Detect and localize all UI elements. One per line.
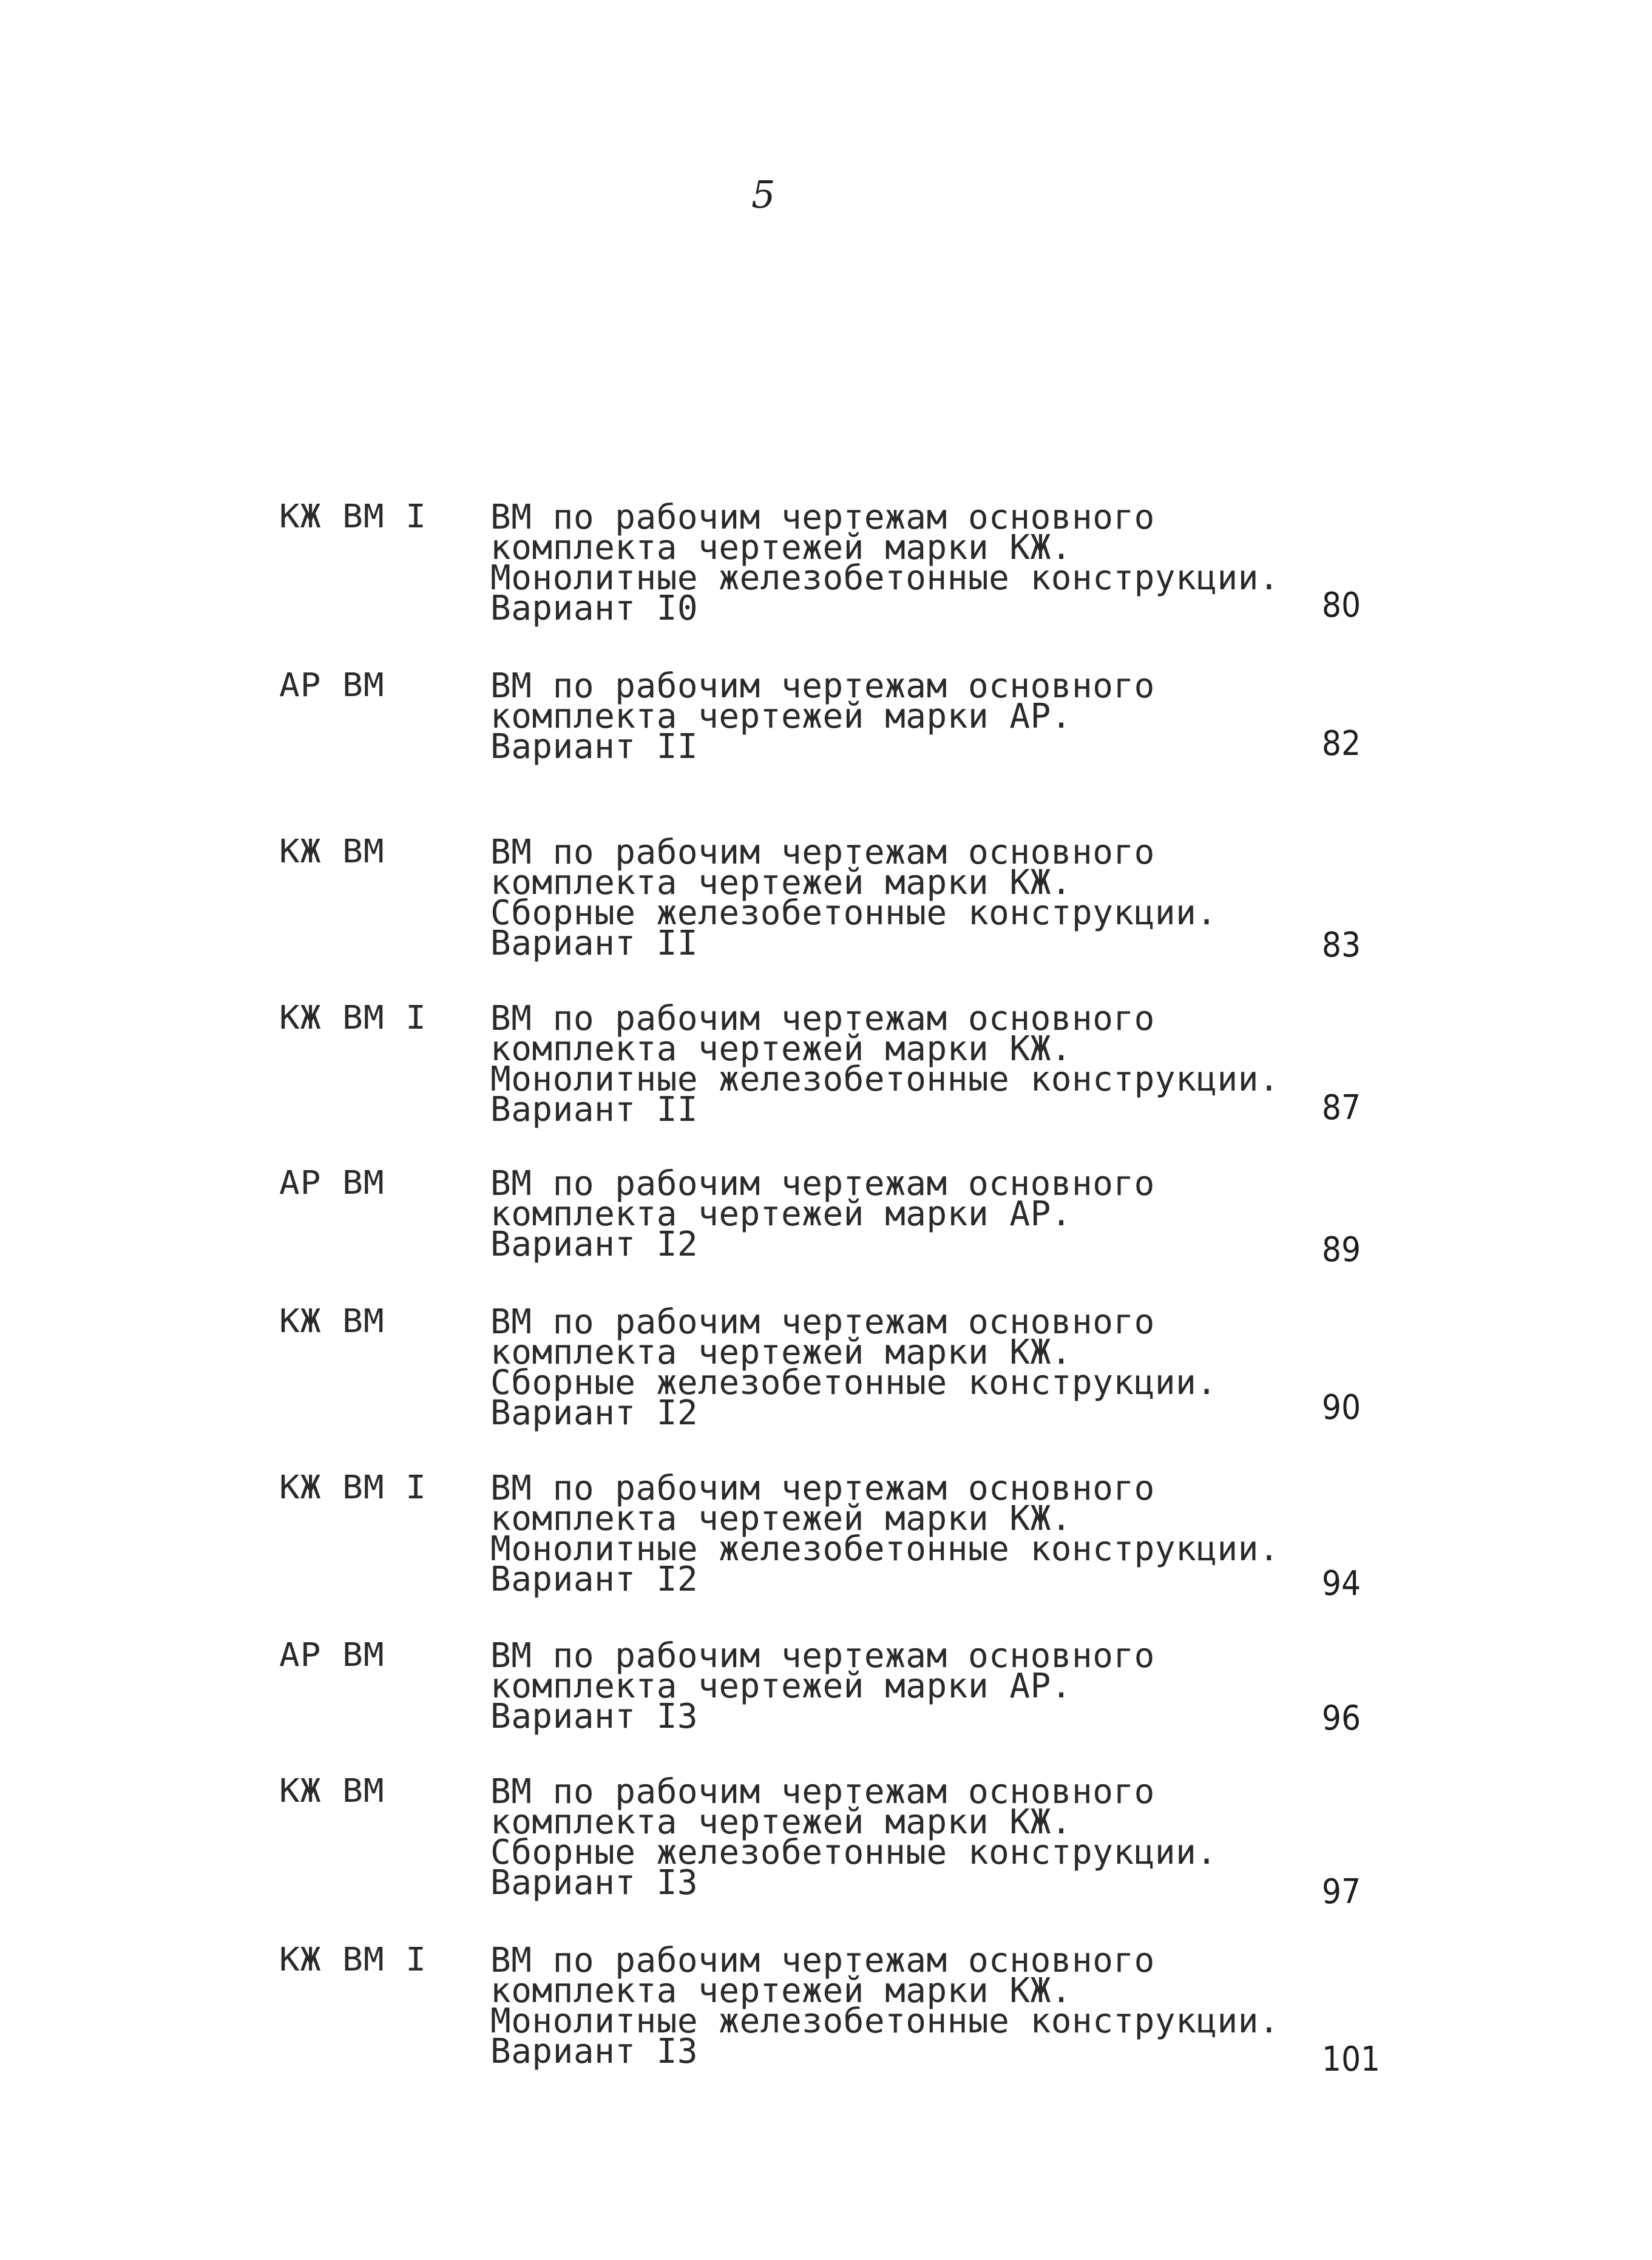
entry-line: Монолитные железобетонные конструкции.	[490, 2001, 1280, 2041]
entry-code: АР ВМ	[279, 1636, 385, 1674]
entry-description	[490, 498, 1280, 628]
entry-code: КЖ ВМ I	[279, 498, 427, 536]
entry-line: комплекта чертежей марки КЖ.	[490, 1971, 1072, 2011]
entry-code: АР ВМ	[279, 666, 385, 705]
entry-description	[490, 999, 1280, 1129]
entry-line: комплекта чертежей марки АР.	[490, 697, 1072, 736]
entry-line: Вариант I0	[490, 589, 699, 628]
entry-page-number: 96	[1322, 1699, 1361, 1738]
entry-line: ВМ по рабочим чертежам основного	[490, 498, 1155, 537]
entry-line: ВМ по рабочим чертежам основного	[490, 1469, 1155, 1508]
entry-line: Монолитные железобетонные конструкции.	[490, 1060, 1280, 1099]
entry-line: Сборные железобетонные конструкции.	[490, 893, 1217, 933]
entry-line: ВМ по рабочим чертежам основного	[490, 1772, 1155, 1812]
entry-description	[490, 1636, 1279, 1736]
entry-description	[490, 1941, 1280, 2071]
entry-page-number: 83	[1322, 925, 1361, 965]
entry-line: Вариант I2	[490, 1393, 699, 1433]
entry-code: КЖ ВМ I	[279, 1469, 427, 1507]
entry-line: Сборные железобетонные конструкции.	[490, 1363, 1217, 1402]
entry-description	[490, 666, 1279, 766]
entry-line: ВМ по рабочим чертежам основного	[490, 1941, 1155, 1980]
entry-code: КЖ ВМ I	[279, 1941, 427, 1979]
entry-line: Вариант I3	[490, 1697, 699, 1736]
entry-code: КЖ ВМ	[279, 833, 385, 871]
entry-line: ВМ по рабочим чертежам основного	[490, 833, 1155, 872]
entry-line: ВМ по рабочим чертежам основного	[490, 1164, 1155, 1203]
entry-code: КЖ ВМ	[279, 1302, 385, 1341]
entry-code: АР ВМ	[279, 1164, 385, 1202]
entry-description	[490, 1164, 1279, 1264]
entry-page-number: 80	[1322, 586, 1361, 625]
entry-line: комплекта чертежей марки АР.	[490, 1194, 1072, 1234]
entry-line: Вариант I2	[490, 1560, 699, 1599]
page-number: 5	[751, 172, 776, 217]
entry-line: ВМ по рабочим чертежам основного	[490, 1302, 1155, 1342]
entry-line: комплекта чертежей марки КЖ.	[490, 1029, 1072, 1069]
entry-line: Вариант I2	[490, 1225, 699, 1264]
entry-line: комплекта чертежей марки КЖ.	[490, 1802, 1072, 1842]
entry-line: Вариант I3	[490, 2032, 699, 2071]
entry-line: ВМ по рабочим чертежам основного	[490, 999, 1155, 1038]
entry-line: комплекта чертежей марки КЖ.	[490, 528, 1072, 567]
entry-line: Вариант I3	[490, 1863, 699, 1903]
entry-line: Сборные железобетонные конструкции.	[490, 1833, 1217, 1872]
entry-description	[490, 833, 1279, 963]
entry-page-number: 97	[1322, 1872, 1361, 1912]
entry-description	[490, 1302, 1279, 1433]
entry-code: КЖ ВМ I	[279, 999, 427, 1037]
entry-line: комплекта чертежей марки АР.	[490, 1666, 1072, 1706]
entry-page-number: 82	[1322, 724, 1361, 763]
entry-page-number: 90	[1322, 1388, 1361, 1427]
entry-code: КЖ ВМ	[279, 1772, 385, 1810]
entry-line: Монолитные железобетонные конструкции.	[490, 1529, 1280, 1569]
entry-line: ВМ по рабочим чертежам основного	[490, 1636, 1155, 1676]
entry-page-number: 101	[1322, 2040, 1381, 2079]
entry-line: Монолитные железобетонные конструкции.	[490, 558, 1280, 598]
entry-line: комплекта чертежей марки КЖ.	[490, 863, 1072, 902]
entry-line: Вариант II	[490, 727, 699, 766]
entry-description	[490, 1469, 1280, 1599]
entry-line: комплекта чертежей марки КЖ.	[490, 1333, 1072, 1372]
entry-description	[490, 1772, 1279, 1903]
entry-line: Вариант II	[490, 924, 699, 963]
entry-line: комплекта чертежей марки КЖ.	[490, 1499, 1072, 1538]
entry-page-number: 94	[1322, 1564, 1361, 1603]
entry-page-number: 87	[1322, 1088, 1361, 1128]
entry-page-number: 89	[1322, 1230, 1361, 1270]
entry-line: ВМ по рабочим чертежам основного	[490, 666, 1155, 706]
entry-line: Вариант II	[490, 1090, 699, 1129]
